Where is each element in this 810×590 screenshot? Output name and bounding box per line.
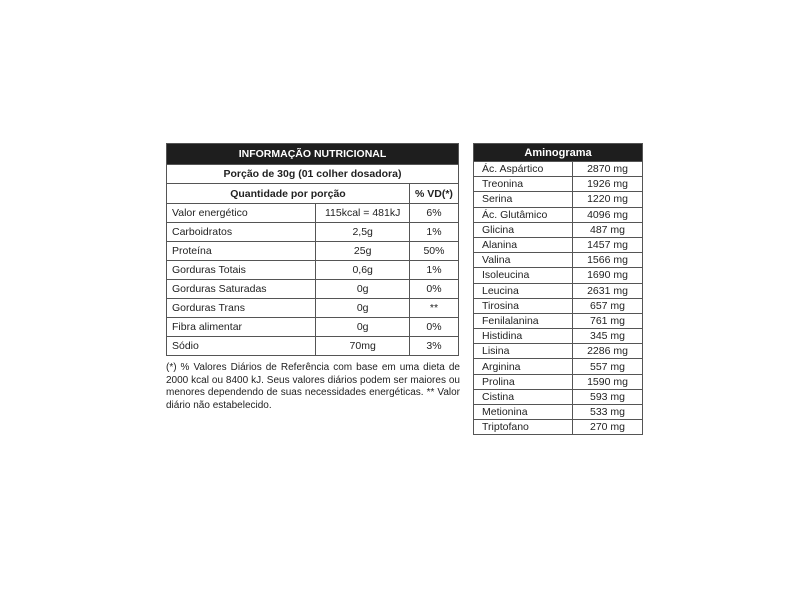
nutrition-footnote: (*) % Valores Diários de Referência com base em uma dieta de 2000 kcal ou 8400 kJ. Seus valores diários podem ser maiores ou menores dependendo de suas necessidades energéticas. ** Valor diário não estabelecido. [166,362,460,411]
aminogram-row [474,162,643,177]
amino-acid-name: Prolina [474,374,573,389]
amino-acid-value: 1457 mg [573,237,643,252]
aminogram-row [474,192,643,207]
amino-acid-value: 1220 mg [573,192,643,207]
nutrient-vd: 1% [409,261,458,280]
amino-acid-value: 1926 mg [573,177,643,192]
aminogram-row [474,313,643,328]
aminogram-row [474,420,643,435]
nutrient-name: Gorduras Trans [167,299,316,318]
aminogram-row [474,374,643,389]
nutrient-vd: 3% [409,337,458,356]
amino-acid-value: 1590 mg [573,374,643,389]
amino-acid-name: Tirosina [474,298,573,313]
amino-acid-name: Ác. Glutâmico [474,207,573,222]
amino-acid-name: Alanina [474,237,573,252]
amino-acid-name: Leucina [474,283,573,298]
amino-acid-name: Treonina [474,177,573,192]
nutrient-vd: 50% [409,242,458,261]
aminogram-row [474,177,643,192]
aminogram-row [474,237,643,252]
amino-acid-value: 270 mg [573,420,643,435]
amino-acid-name: Lisina [474,344,573,359]
nutrient-vd: 0% [409,280,458,299]
amino-acid-value: 2870 mg [573,162,643,177]
amino-acid-value: 4096 mg [573,207,643,222]
nutrition-row [167,337,459,356]
nutrition-row [167,261,459,280]
amino-acid-name: Arginina [474,359,573,374]
nutrient-name: Proteína [167,242,316,261]
amino-acid-value: 657 mg [573,298,643,313]
aminogram-row [474,359,643,374]
amino-acid-value: 533 mg [573,405,643,420]
nutrient-quantity: 0g [316,299,410,318]
aminogram-row [474,253,643,268]
column-header-row [167,184,459,204]
amino-acid-name: Serina [474,192,573,207]
nutrient-quantity: 70mg [316,337,410,356]
nutrient-name: Gorduras Totais [167,261,316,280]
nutrition-title: INFORMAÇÃO NUTRICIONAL [167,144,459,165]
nutrient-quantity: 25g [316,242,410,261]
nutrient-quantity: 0,6g [316,261,410,280]
aminogram-header-row [474,144,643,162]
column-header-vd: % VD(*) [409,184,458,204]
nutrition-row [167,318,459,337]
nutrient-name: Carboidratos [167,223,316,242]
aminogram-title: Aminograma [474,144,643,162]
nutrient-name: Fibra alimentar [167,318,316,337]
aminogram-row [474,329,643,344]
aminogram-row [474,298,643,313]
nutrient-quantity: 115kcal = 481kJ [316,204,410,223]
amino-acid-name: Glicina [474,222,573,237]
nutrition-row [167,204,459,223]
nutrient-name: Gorduras Saturadas [167,280,316,299]
nutrient-name: Sódio [167,337,316,356]
amino-acid-name: Ác. Aspártico [474,162,573,177]
aminogram-row [474,283,643,298]
amino-acid-name: Triptofano [474,420,573,435]
nutrient-quantity: 0g [316,318,410,337]
nutrition-row [167,280,459,299]
aminogram-row [474,389,643,404]
amino-acid-name: Cistina [474,389,573,404]
nutrition-header-row [167,144,459,165]
amino-acid-value: 593 mg [573,389,643,404]
nutrition-rows [167,204,459,356]
amino-acid-value: 487 mg [573,222,643,237]
nutrient-quantity: 2,5g [316,223,410,242]
aminogram-row [474,222,643,237]
aminogram-row [474,207,643,222]
nutrient-quantity: 0g [316,280,410,299]
amino-acid-value: 2286 mg [573,344,643,359]
aminogram-row [474,268,643,283]
portion-row [167,165,459,184]
amino-acid-value: 1566 mg [573,253,643,268]
amino-acid-value: 761 mg [573,313,643,328]
aminogram-rows [474,162,643,435]
amino-acid-name: Metionina [474,405,573,420]
nutrition-row [167,299,459,318]
aminogram-row [474,344,643,359]
aminogram-row [474,405,643,420]
amino-acid-value: 557 mg [573,359,643,374]
amino-acid-name: Histidina [474,329,573,344]
portion-label: Porção de 30g (01 colher dosadora) [167,165,459,184]
nutrition-table [166,143,459,356]
amino-acid-name: Isoleucina [474,268,573,283]
nutrition-row [167,242,459,261]
amino-acid-name: Fenilalanina [474,313,573,328]
amino-acid-name: Valina [474,253,573,268]
nutrient-vd: 1% [409,223,458,242]
nutrient-vd: 0% [409,318,458,337]
nutrient-name: Valor energético [167,204,316,223]
aminogram-table [473,143,643,435]
nutrient-vd: 6% [409,204,458,223]
amino-acid-value: 1690 mg [573,268,643,283]
amino-acid-value: 345 mg [573,329,643,344]
nutrient-vd: ** [409,299,458,318]
nutrition-row [167,223,459,242]
column-header-quantity: Quantidade por porção [167,184,410,204]
amino-acid-value: 2631 mg [573,283,643,298]
